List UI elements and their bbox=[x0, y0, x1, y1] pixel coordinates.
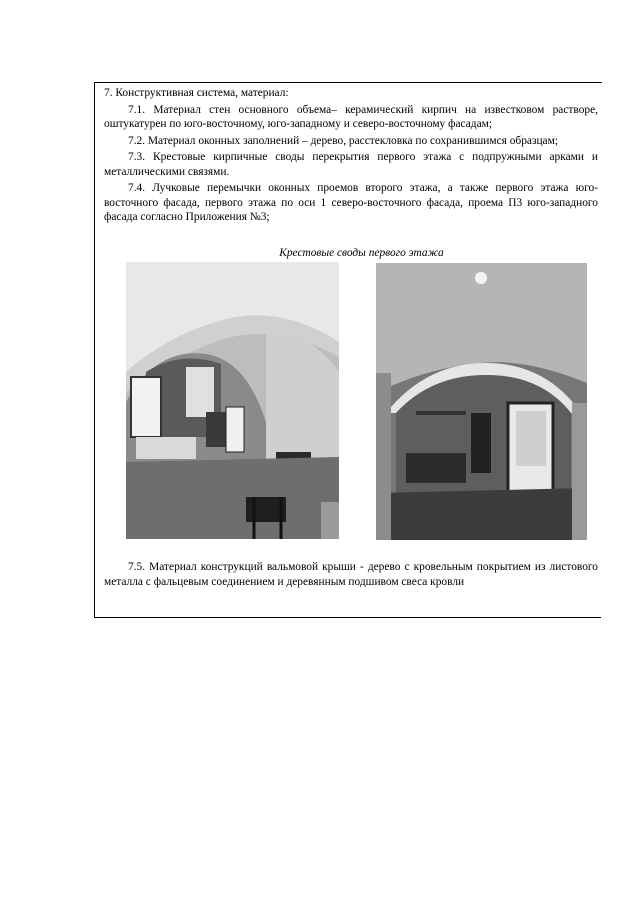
item-7-4: 7.4. Лучковые перемычки оконных проемов второго этажа, а также первого этажа юго-восточного фасада, первого этажа по оси 1 северо-восточного фасада, проема П3 юго-западного фасада согласно Приложения №3; bbox=[104, 182, 598, 223]
section-heading: 7. Конструктивная система, материал: bbox=[104, 87, 289, 99]
page-frame-bottom-line bbox=[94, 617, 601, 618]
photo-caption: Крестовые своды первого этажа bbox=[279, 247, 444, 259]
vault-photo-left bbox=[126, 262, 339, 539]
item-7-1: 7.1. Материал стен основного объема– керамический кирпич на известковом растворе, оштукатурен по юго-восточному, юго-западному и северо-восточному фасадам; bbox=[104, 103, 598, 130]
vault-photo-right-image bbox=[376, 263, 587, 540]
vault-photo-left-image bbox=[126, 262, 339, 539]
section-text-block bbox=[104, 86, 598, 227]
item-7-5: 7.5. Материал конструкций вальмовой крыши - дерево с кровельным покрытием из листового металла с фальцевым соединением и деревянным подшивом свеса кровли bbox=[104, 561, 598, 588]
vault-photo-right bbox=[376, 263, 587, 540]
item-7-2: 7.2. Материал оконных заполнений – дерево, расстекловка по сохранившимся образцам; bbox=[128, 134, 558, 147]
item-7-3: 7.3. Крестовые кирпичные своды перекрытия первого этажа с подпружными арками и металлическими связями. bbox=[104, 151, 598, 178]
item-7-5-block bbox=[104, 560, 598, 591]
